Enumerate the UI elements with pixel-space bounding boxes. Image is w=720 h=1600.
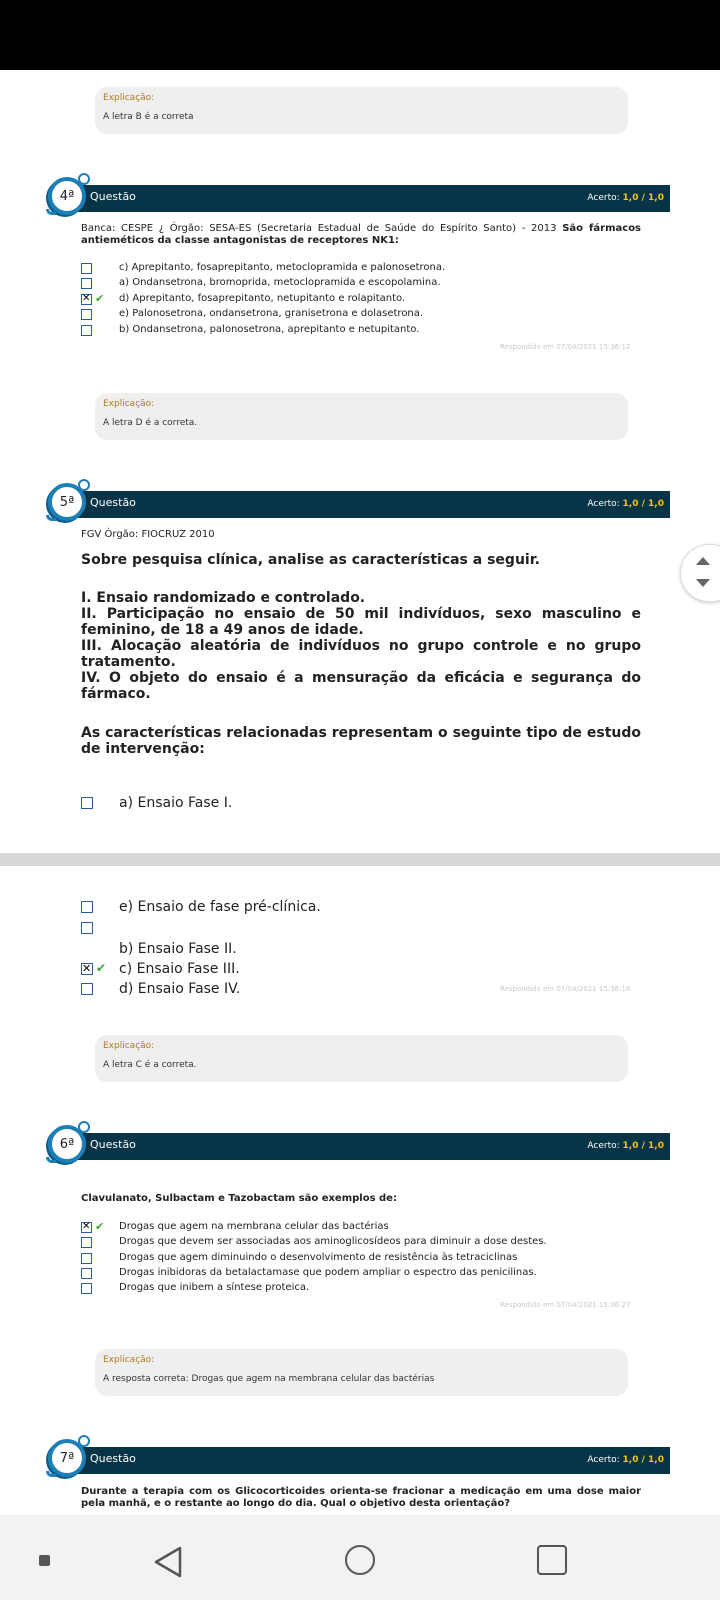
badge-tail-icon xyxy=(46,515,56,521)
explanation-text: A letra C é a correta. xyxy=(103,1060,197,1070)
option-label: a) Ensaio Fase I. xyxy=(119,795,233,811)
option-label: d) Ensaio Fase IV. xyxy=(119,981,241,997)
score-value: 1,0 / 1,0 xyxy=(622,193,664,203)
checkbox[interactable] xyxy=(81,325,92,336)
option-label: c) Ensaio Fase III. xyxy=(119,961,240,977)
badge-dot-icon xyxy=(78,1121,90,1133)
item-3: III. Alocação aleatória de indivíduos no grupo controle e no grupo tratamento. xyxy=(81,638,641,670)
android-nav-bar xyxy=(0,1515,720,1600)
item-4: IV. O objeto do ensaio é a mensuração da eficácia e segurança do fármaco. xyxy=(81,670,641,702)
checkbox[interactable] xyxy=(81,1283,92,1294)
option-label: Drogas que devem ser associadas aos aminoglicosídeos para diminuir a dose destes. xyxy=(119,1236,547,1247)
explanation-text: A letra D é a correta. xyxy=(103,418,198,428)
badge-tail-icon xyxy=(46,1157,56,1163)
checkbox[interactable] xyxy=(81,1237,92,1248)
checkbox[interactable] xyxy=(81,263,92,274)
option-label: d) Aprepitanto, fosaprepitanto, netupitanto e rolapitanto. xyxy=(119,293,406,304)
option-label: c) Aprepitanto, fosaprepitanto, metoclopramida e palonosetrona. xyxy=(119,262,446,273)
checkbox[interactable] xyxy=(81,983,93,995)
stem-question: São fármacos antieméticos da classe antagonistas de receptores NK1: xyxy=(81,223,642,246)
checkbox[interactable] xyxy=(81,901,93,913)
option-label: b) Ondansetrona, palonosetrona, aprepitanto e netupitanto. xyxy=(119,324,420,335)
question-number-badge xyxy=(48,1439,86,1477)
stem-source: Banca: CESPE ¿ Órgão: SESA-ES (Secretaria Estadual de Saúde do Espírito Santo) - 2013 xyxy=(81,223,557,234)
answered-timestamp: Respondido em 07/04/2021 15:36:27 xyxy=(500,1301,631,1309)
score xyxy=(587,1141,664,1151)
question-header-4 xyxy=(78,185,670,212)
quiz-page xyxy=(0,70,720,1515)
answered-timestamp: Respondido em 07/04/2021 15:36:12 xyxy=(500,343,631,351)
option-label: b) Ensaio Fase II. xyxy=(119,941,237,957)
question-source: FGV Órgão: FIOCRUZ 2010 xyxy=(81,529,215,540)
explanation-title: Explicação: xyxy=(103,93,155,103)
question-number-badge xyxy=(48,177,86,215)
question-label: Questão xyxy=(90,496,136,509)
checkbox[interactable] xyxy=(81,922,93,934)
option-label: Drogas inibidoras da betalactamase que podem ampliar o espectro das penicilinas. xyxy=(119,1267,537,1278)
question-stem xyxy=(81,1193,641,1205)
question-label: Questão xyxy=(90,1138,136,1151)
status-bar xyxy=(0,0,720,70)
option-label: Drogas que agem na membrana celular das bactérias xyxy=(119,1221,389,1232)
recent-apps-icon[interactable] xyxy=(537,1545,567,1575)
question-number-badge xyxy=(48,1125,86,1163)
option-label: a) Ondansetrona, bromoprida, metoclopramida e escopolamina. xyxy=(119,277,441,288)
explanation-title: Explicação: xyxy=(103,1041,155,1051)
score-label: Acerto: xyxy=(587,1455,620,1465)
home-icon[interactable] xyxy=(345,1545,375,1575)
stem-question: Clavulanato, Sulbactam e Tazobactam são exemplos de: xyxy=(81,1193,397,1204)
question-stem xyxy=(81,223,641,247)
question-label: Questão xyxy=(90,190,136,203)
score-value: 1,0 / 1,0 xyxy=(622,499,664,509)
question-prompt: As características relacionadas representam o seguinte tipo de estudo de intervenção: xyxy=(81,725,641,757)
item-2: II. Participação no ensaio de 50 mil indivíduos, sexo masculino e feminino, de 18 a 49 anos de idade. xyxy=(81,606,641,638)
checkbox[interactable] xyxy=(81,797,93,809)
stem-question: Durante a terapia com os Glicocorticoides orienta-se fracionar a medicação em uma dose maior pela manhã, e o restante ao longo do dia. Qual o objetivo desta orientação? xyxy=(81,1486,641,1509)
question-number: 4ª xyxy=(59,188,75,204)
correct-check-icon: ✔ xyxy=(96,961,107,975)
scroll-up-icon[interactable] xyxy=(696,557,710,565)
question-stem xyxy=(81,1486,641,1510)
question-number: 5ª xyxy=(59,494,75,510)
score-label: Acerto: xyxy=(587,193,620,203)
option-label: e) Palonosetrona, ondansetrona, granisetrona e dolasetrona. xyxy=(119,308,424,319)
badge-tail-icon xyxy=(46,209,56,215)
explanation-box-q5 xyxy=(95,1035,628,1082)
correct-check-icon: ✔ xyxy=(95,1220,105,1233)
option-label: e) Ensaio de fase pré-clínica. xyxy=(119,899,321,915)
explanation-title: Explicação: xyxy=(103,1355,155,1365)
question-header-7 xyxy=(78,1447,670,1474)
scroll-down-icon[interactable] xyxy=(696,579,710,587)
option-label: Drogas que inibem a síntese proteica. xyxy=(119,1282,310,1293)
explanation-box-q4 xyxy=(95,393,628,440)
section-divider xyxy=(0,853,720,866)
badge-dot-icon xyxy=(78,173,90,185)
back-icon[interactable] xyxy=(152,1545,184,1579)
score-label: Acerto: xyxy=(587,499,620,509)
score-value: 1,0 / 1,0 xyxy=(622,1141,664,1151)
score xyxy=(587,193,664,203)
option-label: Drogas que agem diminuindo o desenvolvimento de resistência às tetraciclinas xyxy=(119,1252,518,1263)
badge-dot-icon xyxy=(78,479,90,491)
question-number: 6ª xyxy=(59,1136,75,1152)
explanation-text: A letra B é a correta xyxy=(103,112,194,122)
explanation-text: A resposta correta: Drogas que agem na membrana celular das bactérias xyxy=(103,1374,435,1384)
checkbox-checked[interactable] xyxy=(81,963,93,975)
question-number: 7ª xyxy=(59,1450,75,1466)
score-value: 1,0 / 1,0 xyxy=(622,1455,664,1465)
explanation-box-q6 xyxy=(95,1349,628,1396)
question-header-6 xyxy=(78,1133,670,1160)
question-intro: Sobre pesquisa clínica, analise as características a seguir. xyxy=(81,552,540,568)
score-label: Acerto: xyxy=(587,1141,620,1151)
explanation-box-q3 xyxy=(95,87,628,134)
answered-timestamp: Respondido em 07/04/2021 15:36:18 xyxy=(500,985,631,993)
checkbox-checked[interactable] xyxy=(81,294,92,305)
menu-square-icon[interactable] xyxy=(39,1555,50,1566)
badge-tail-icon xyxy=(46,1471,56,1477)
question-items xyxy=(81,590,641,702)
checkbox-checked[interactable] xyxy=(81,1222,92,1233)
checkbox[interactable] xyxy=(81,278,92,289)
question-header-5 xyxy=(78,491,670,518)
correct-check-icon: ✔ xyxy=(95,292,105,305)
checkbox[interactable] xyxy=(81,1268,92,1279)
question-label: Questão xyxy=(90,1452,136,1465)
checkbox[interactable] xyxy=(81,1253,92,1264)
score xyxy=(587,1455,664,1465)
explanation-title: Explicação: xyxy=(103,399,155,409)
question-number-badge xyxy=(48,483,86,521)
badge-dot-icon xyxy=(78,1435,90,1447)
checkbox[interactable] xyxy=(81,309,92,320)
score xyxy=(587,499,664,509)
item-1: I. Ensaio randomizado e controlado. xyxy=(81,590,366,606)
